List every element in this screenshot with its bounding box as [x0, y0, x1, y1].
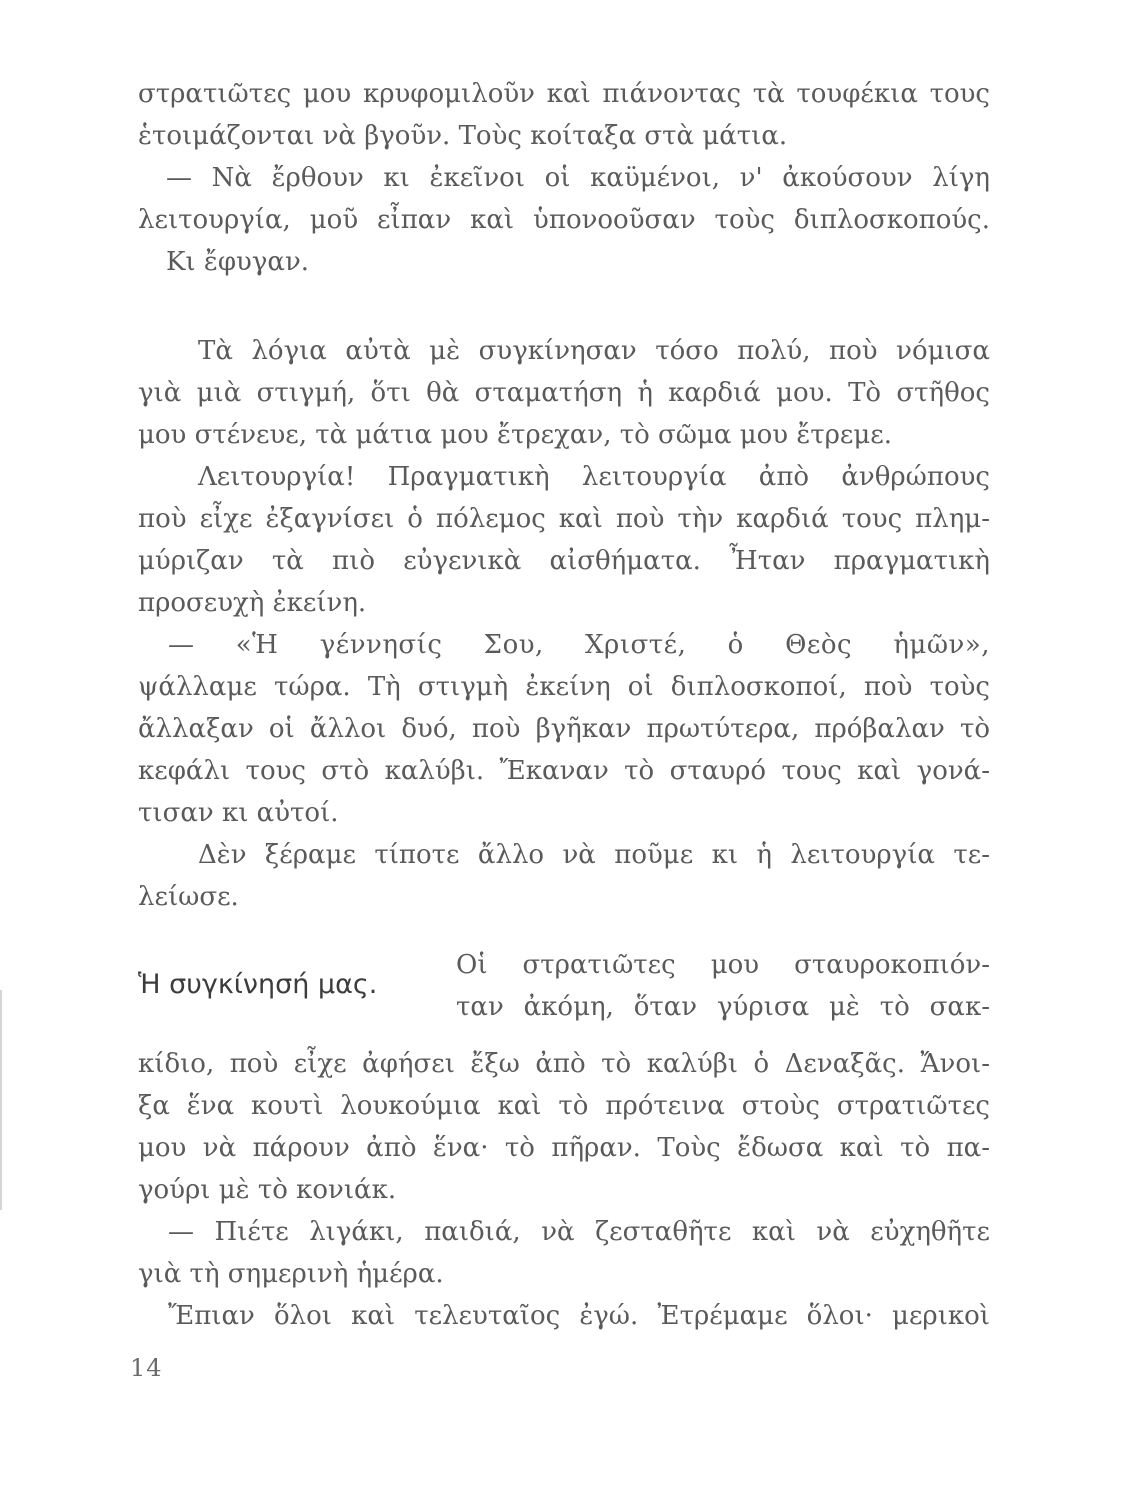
text-line: ψάλλαμε τώρα. Τὴ στιγμὴ ἐκείνη οἱ διπλοσκοποί, ποὺ τοὺς [138, 672, 990, 702]
text-line: λείωσε. [138, 882, 239, 912]
text-line: Τὰ λόγια αὐτὰ μὲ συγκίνησαν τόσο πολύ, ποὺ νόμισα [198, 336, 990, 366]
text-line: προσευχὴ ἐκείνη. [138, 588, 367, 618]
paragraph-block-emotion [138, 1043, 990, 1337]
text-line: ποὺ εἶχε ἐξαγνίσει ὁ πόλεμος καὶ ποὺ τὴν καρδιά τους πλημ- [138, 504, 990, 534]
text-line: μου νὰ πάρουν ἀπὸ ἕνα· τὸ πῆραν. Τοὺς ἔδωσα καὶ τὸ πα- [138, 1133, 990, 1163]
text-line-hymn: — «Ἡ γέννησίς Σου, Χριστέ, ὁ Θεὸς ἡμῶν», [168, 630, 990, 660]
heading-adjacent-lines [456, 944, 990, 1028]
text-line: στρατιῶτες μου κρυφομιλοῦν καὶ πιάνοντας τὰ τουφέκια τους [138, 79, 990, 109]
text-line: Ἔπιαν ὅλοι καὶ τελευταῖος ἐγώ. Ἐτρέμαμε ὅλοι· μερικοὶ [168, 1301, 990, 1331]
text-line: γιὰ τὴ σημερινὴ ἡμέρα. [138, 1259, 444, 1289]
side-heading: Ἡ συγκίνησή μας. [138, 969, 378, 1000]
text-line: μύριζαν τὰ πιὸ εὐγενικὰ αἰσθήματα. Ἦταν πραγματικὴ [138, 546, 990, 576]
text-line: Οἱ στρατιῶτες μου σταυροκοπιόν- [456, 950, 990, 980]
text-line: — Νὰ ἔρθουν κι ἐκεῖνοι οἱ καϋμένοι, ν' ἀκούσουν λίγη [166, 163, 990, 193]
text-line: γιὰ μιὰ στιγμή, ὅτι θὰ σταματήση ἡ καρδιά μου. Τὸ στῆθος [138, 378, 990, 408]
text-line: ἄλλαξαν οἱ ἄλλοι δυό, ποὺ βγῆκαν πρωτύτερα, πρόβαλαν τὸ [138, 714, 990, 744]
text-line: ξα ἕνα κουτὶ λουκούμια καὶ τὸ πρότεινα στοὺς στρατιῶτες [138, 1091, 990, 1121]
text-line: Δὲν ξέραμε τίποτε ἄλλο νὰ ποῦμε κι ἡ λειτουργία τε- [198, 840, 990, 870]
page-number: 14 [130, 1354, 163, 1382]
text-line: Λειτουργία! Πραγματικὴ λειτουργία ἀπὸ ἀνθρώπους [198, 462, 990, 492]
text-line: κίδιο, ποὺ εἶχε ἀφήσει ἔξω ἀπὸ τὸ καλύβι ὁ Δεναξᾶς. Ἄνοι- [138, 1049, 990, 1079]
section-heading-row [138, 944, 990, 1028]
text-line: γούρι μὲ τὸ κονιάκ. [138, 1175, 397, 1205]
text-line: λειτουργία, μοῦ εἶπαν καὶ ὑπονοοῦσαν τοὺς διπλοσκοπούς. [138, 205, 990, 235]
paragraph-block-liturgy [138, 330, 990, 918]
text-line: Κι ἔφυγαν. [166, 247, 310, 277]
text-line: ταν ἀκόμη, ὅταν γύρισα μὲ τὸ σακ- [456, 992, 990, 1022]
page-edge-shadow [0, 990, 2, 1210]
paragraph-block-opening [138, 73, 990, 283]
text-line: κεφάλι τους στὸ καλύβι. Ἔκαναν τὸ σταυρό τους καὶ γονά- [138, 756, 990, 786]
text-line: ἑτοιμάζονται νὰ βγοῦν. Τοὺς κοίταξα στὰ μάτια. [138, 121, 788, 151]
text-line: τισαν κι αὐτοί. [138, 798, 339, 828]
text-line: — Πιέτε λιγάκι, παιδιά, νὰ ζεσταθῆτε καὶ νὰ εὐχηθῆτε [168, 1217, 990, 1247]
text-line: μου στένευε, τὰ μάτια μου ἔτρεχαν, τὸ σῶμα μου ἔτρεμε. [138, 420, 893, 450]
